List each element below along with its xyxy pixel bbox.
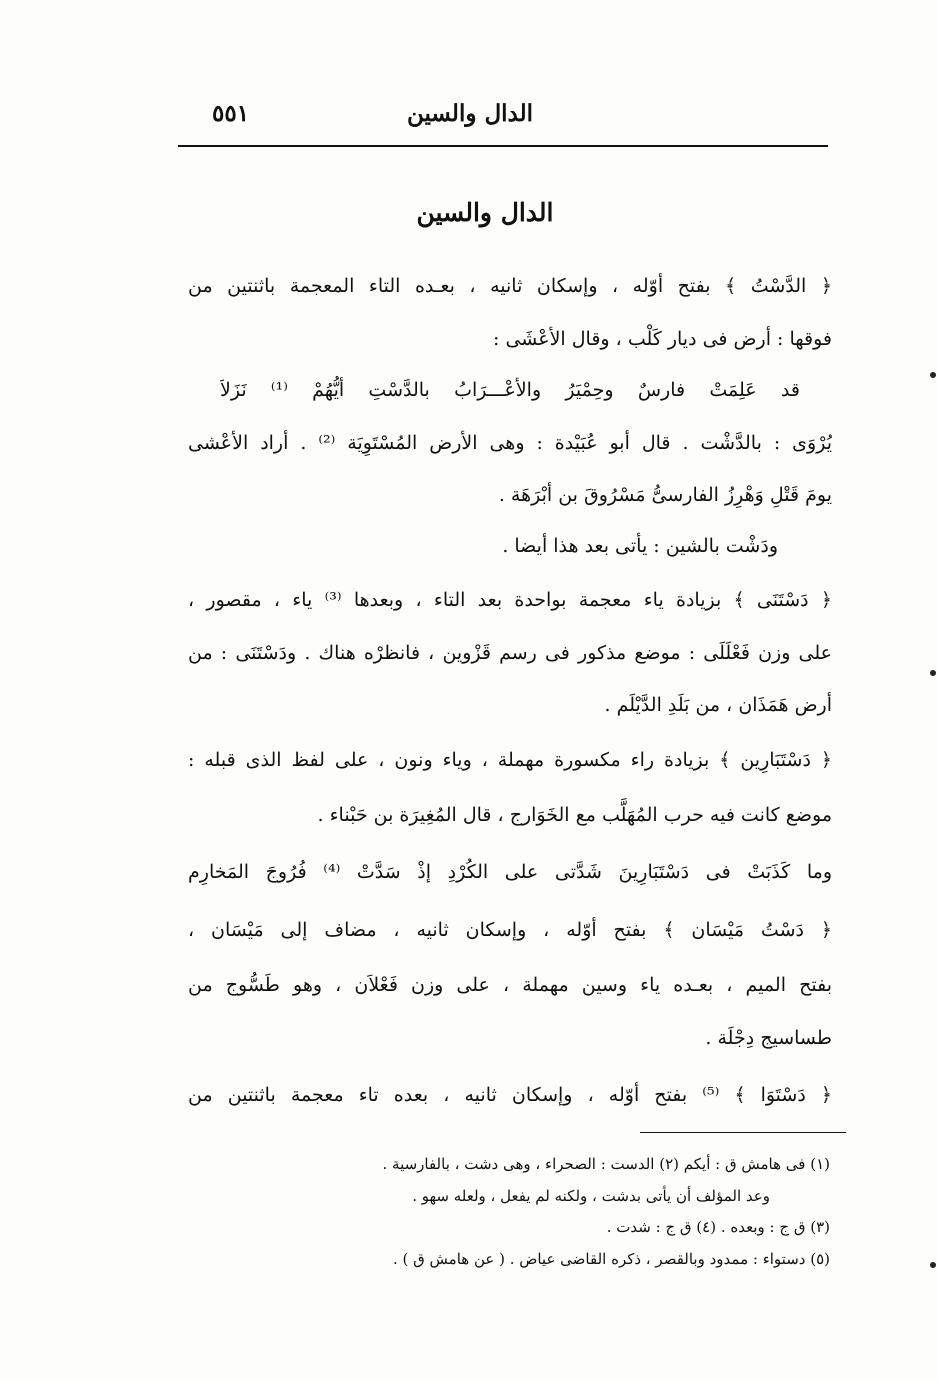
page-number: ٥٥١ xyxy=(212,100,250,127)
entry-line: ﴿ دَسْتَبَارِين ﴾ بزيادة راء مكسورة مهملة ، وياء ونون ، على لفظ الذى قبله : xyxy=(188,749,832,771)
footnote: وعد المؤلف أن يأتى بدشت ، ولكنه لم يفعل ، ولعله سهو . xyxy=(412,1187,770,1205)
section-heading: الدال والسين xyxy=(416,198,554,227)
running-title: الدال والسين xyxy=(406,100,534,127)
entry-line: ﴿ دَسْتَنَى ﴾ بزيادة ياء معجمة بواحدة بعد التاء ، وبعدها ⁽³⁾ ياء ، مقصور ، xyxy=(188,589,832,611)
margin-mark xyxy=(930,372,936,378)
footnote: (١) فى هامش ق : أيكم (٢) الدست : الصحراء ، وهى دشت ، بالفارسية . xyxy=(382,1155,830,1173)
entry-line: ودَشْت بالشين : يأتى بعد هذا أيضا . xyxy=(502,535,778,557)
entry-line: ﴿ الدَّسْتُ ﴾ بفتح أوّله ، وإسكان ثانيه ، بعـده التاء المعجمة باثنتين من xyxy=(188,275,832,297)
verse-line: قد عَلِمَتْ فارسٌ وحِمْيَرُ والأعْـــرَابُ بالدَّسْتِ أيُّهُمْ ⁽¹⁾ نَزَلاَ xyxy=(220,379,800,401)
footnote-rule xyxy=(640,1132,846,1133)
entry-line: أرض هَمَذَان ، من بَلَدِ الدَّيْلَم . xyxy=(604,694,832,716)
entry-line: يومَ قَتْلِ وَهْرِزُ الفارسىُّ مَسْرُوقَ بن أبْرَهَة . xyxy=(498,484,832,506)
entry-line: على وزن فَعْلَلَى : موضع مذكور فى رسم قَزْوين ، فانظرْه هناك . ودَسْتَنَى : من xyxy=(188,642,832,664)
entry-line: فوقها : أرض فى ديار كَلْب ، وقال الأعْشَى : xyxy=(493,328,832,350)
entry-line: ﴿ دَسْتُ مَيْسَان ﴾ بفتح أوّله ، وإسكان ثانيه ، مضاف إلى مَيْسَان ، xyxy=(188,919,832,941)
footnote: (٥) دستواء : ممدود وبالقصر ، ذكره القاضى عياض . ( عن هامش ق ) . xyxy=(392,1250,830,1268)
verse-line: وما كَذَبَتْ فى دَسْتَبَارِينَ شَدَّتى على الكُرْدِ إذْ سَدَّتْ ⁽⁴⁾ فُرُوجَ المَخارِم xyxy=(188,861,832,883)
margin-mark xyxy=(930,1262,936,1268)
entry-line: موضع كانت فيه حرب المُهَلَّب مع الخَوَارج ، قال المُغِيرَة بن حَبْناء . xyxy=(317,804,832,826)
entry-line: بفتح الميم ، بعـده ياء وسين مهملة ، على وزن فَعْلاَن ، وهو طَسُّوج من xyxy=(188,974,832,996)
entry-line: يُرْوَى : بالدَّشْت . قال أبو عُبَيْدة : وهى الأرض المُسْتَوِيَة ⁽²⁾ . أراد الأعْشى xyxy=(188,432,832,454)
entry-line: طساسيج دِجْلَة . xyxy=(705,1027,832,1049)
entry-line: ﴿ دَسْتَوَا ﴾ ⁽⁵⁾ بفتح أوّله ، وإسكان ثانيه ، بعده تاء معجمة باثنتين من xyxy=(188,1084,832,1106)
margin-mark xyxy=(930,670,936,676)
footnote: (٣) ق ج : وبعده . (٤) ق ج : شدت . xyxy=(606,1218,830,1236)
header-rule xyxy=(178,145,828,147)
